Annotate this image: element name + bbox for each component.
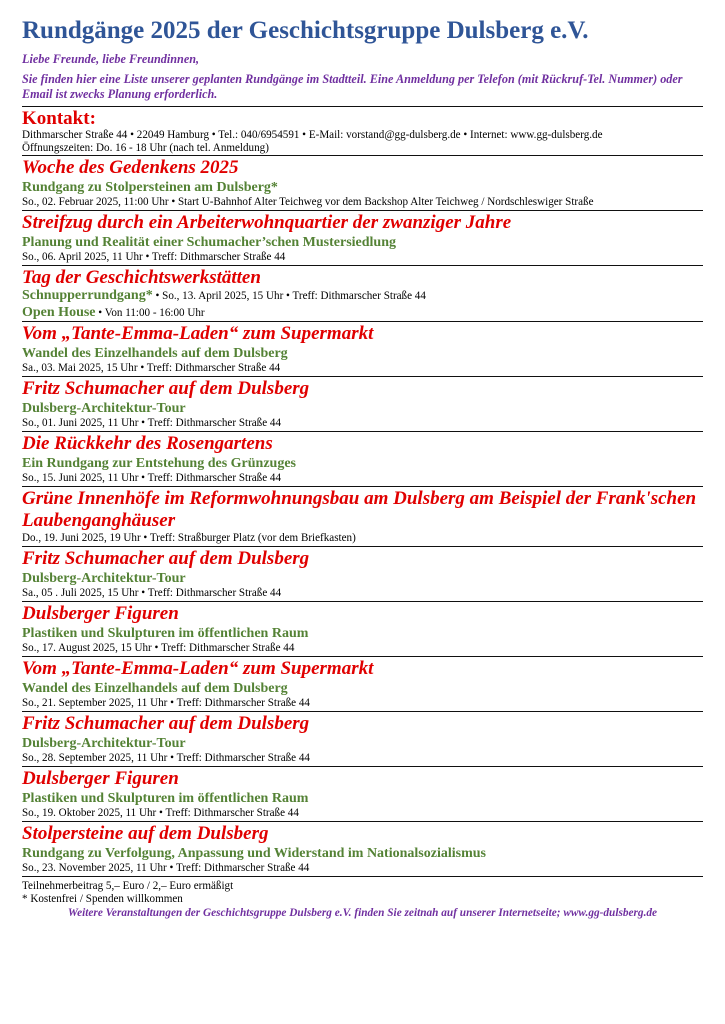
- event-section: [22, 546, 703, 601]
- contact-opening-hours: Öffnungszeiten: Do. 16 - 18 Uhr (nach tel. Anmeldung): [22, 142, 269, 154]
- event-subtitle: Open House: [22, 305, 96, 320]
- event-details: • Von 11:00 - 16:00 Uhr: [95, 307, 205, 319]
- greeting: Liebe Freunde, liebe Freundinnen,: [22, 52, 200, 66]
- event-subtitle: Dulsberg-Architektur-Tour: [22, 736, 186, 751]
- event-title: Fritz Schumacher auf dem Dulsberg: [22, 548, 310, 569]
- event-details: Do., 19. Juni 2025, 19 Uhr • Treff: Straßburger Platz (vor dem Briefkasten): [22, 532, 356, 544]
- event-section: [22, 486, 703, 546]
- event-title: Fritz Schumacher auf dem Dulsberg: [22, 713, 310, 734]
- event-details: So., 21. September 2025, 11 Uhr • Treff: Dithmarscher Straße 44: [22, 697, 310, 709]
- event-subtitle: Ein Rundgang zur Entstehung des Grünzuges: [22, 456, 296, 471]
- event-details: Sa., 05 . Juli 2025, 15 Uhr • Treff: Dithmarscher Straße 44: [22, 587, 282, 599]
- event-subtitle: Planung und Realität einer Schumacher’schen Mustersiedlung: [22, 235, 396, 250]
- intro-text: Sie finden hier eine Liste unserer geplanten Rundgänge im Stadtteil. Eine Anmeldung per Telefon (mit Rückruf-Tel. Nummer) oder Email ist zwecks Planung erforderlich.: [22, 72, 683, 101]
- event-title: Woche des Gedenkens 2025: [22, 157, 239, 178]
- event-subtitle: Dulsberg-Architektur-Tour: [22, 571, 186, 586]
- contact-block: [22, 107, 703, 155]
- event-subtitle: Plastiken und Skulpturen im öffentlichen Raum: [22, 791, 309, 806]
- contact-heading: Kontakt:: [22, 108, 96, 129]
- event-section: [22, 656, 703, 711]
- contact-address-line: Dithmarscher Straße 44 • 22049 Hamburg • Tel.: 040/6954591 • E-Mail: vorstand@gg-dulsberg.de • Internet: www.gg-dulsberg.de: [22, 129, 603, 141]
- event-title: Stolpersteine auf dem Dulsberg: [22, 823, 269, 844]
- event-title: Dulsberger Figuren: [22, 603, 179, 624]
- event-title: Streifzug durch ein Arbeiterwohnquartier der zwanziger Jahre: [22, 212, 512, 233]
- event-details: So., 15. Juni 2025, 11 Uhr • Treff: Dithmarscher Straße 44: [22, 472, 282, 484]
- event-section: [22, 210, 703, 265]
- event-title: Dulsberger Figuren: [22, 768, 179, 789]
- event-details: So., 19. Oktober 2025, 11 Uhr • Treff: Dithmarscher Straße 44: [22, 807, 299, 819]
- footer-website-note: Weitere Veranstaltungen der Geschichtsgruppe Dulsberg e.V. finden Sie zeitnah auf unserer Internetseite; www.gg-dulsberg.de: [67, 907, 658, 919]
- event-section: [22, 601, 703, 656]
- event-section: [22, 766, 703, 821]
- event-details: Sa., 03. Mai 2025, 15 Uhr • Treff: Dithmarscher Straße 44: [22, 362, 281, 374]
- free-note: * Kostenfrei / Spenden willkommen: [22, 893, 183, 905]
- event-section: [22, 821, 703, 876]
- event-subtitle: Wandel des Einzelhandels auf dem Dulsberg: [22, 346, 288, 361]
- event-title: Fritz Schumacher auf dem Dulsberg: [22, 378, 310, 399]
- event-title: Tag der Geschichtswerkstätten: [22, 267, 261, 288]
- footer-notes: [22, 876, 703, 906]
- event-subtitle: Rundgang zu Verfolgung, Anpassung und Widerstand im Nationalsozialismus: [22, 846, 486, 861]
- event-details: So., 02. Februar 2025, 11:00 Uhr • Start U-Bahnhof Alter Teichweg vor dem Backshop Alter Teichweg / Nordschleswiger Straße: [22, 196, 594, 208]
- event-details: So., 23. November 2025, 11 Uhr • Treff: Dithmarscher Straße 44: [22, 862, 310, 874]
- event-title: Vom „Tante-Emma-Laden“ zum Supermarkt: [22, 658, 374, 679]
- event-subtitle: Rundgang zu Stolpersteinen am Dulsberg*: [22, 180, 278, 195]
- event-section: [22, 431, 703, 486]
- event-details: • So., 13. April 2025, 15 Uhr • Treff: Dithmarscher Straße 44: [152, 290, 426, 302]
- page-title: Rundgänge 2025 der Geschichtsgruppe Dulsberg e.V.: [22, 17, 589, 44]
- event-details: So., 06. April 2025, 11 Uhr • Treff: Dithmarscher Straße 44: [22, 251, 286, 263]
- event-title: Die Rückkehr des Rosengartens: [22, 433, 273, 454]
- event-subtitle: Dulsberg-Architektur-Tour: [22, 401, 186, 416]
- event-details: So., 01. Juni 2025, 11 Uhr • Treff: Dithmarscher Straße 44: [22, 417, 282, 429]
- event-details: So., 28. September 2025, 11 Uhr • Treff: Dithmarscher Straße 44: [22, 752, 310, 764]
- event-section: [22, 155, 703, 210]
- event-details: So., 17. August 2025, 15 Uhr • Treff: Dithmarscher Straße 44: [22, 642, 295, 654]
- event-section: [22, 376, 703, 431]
- event-title: Vom „Tante-Emma-Laden“ zum Supermarkt: [22, 323, 374, 344]
- event-section: [22, 265, 703, 321]
- event-section: [22, 711, 703, 766]
- fee-note: Teilnehmerbeitrag 5,– Euro / 2,– Euro ermäßigt: [22, 880, 234, 892]
- event-subtitle: Schnupperrundgang*: [22, 288, 153, 303]
- event-title: Grüne Innenhöfe im Reformwohnungsbau am Dulsberg am Beispiel der Frank'schen Laubenganghäuser: [22, 488, 697, 531]
- event-section: [22, 321, 703, 376]
- event-subtitle: Plastiken und Skulpturen im öffentlichen Raum: [22, 626, 309, 641]
- event-entry: [22, 306, 703, 320]
- event-entry: [22, 289, 703, 303]
- event-subtitle: Wandel des Einzelhandels auf dem Dulsberg: [22, 681, 288, 696]
